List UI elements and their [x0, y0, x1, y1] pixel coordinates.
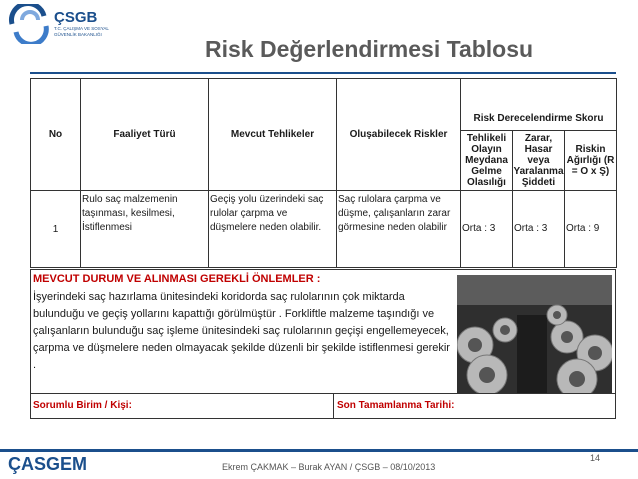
row-severity: Orta : 3 [513, 191, 565, 268]
header-no: No [31, 79, 81, 191]
header-score-group: Risk Derecelendirme Skoru [461, 79, 617, 131]
page-number: 14 [590, 453, 601, 463]
header-activity: Faaliyet Türü [81, 79, 209, 191]
risk-table [30, 78, 617, 268]
footer-text: Ekrem ÇAKMAK – Burak AYAN / ÇSGB – 08/10/2013 [222, 462, 436, 472]
measures-section [30, 269, 616, 394]
header-hazards: Mevcut Tehlikeler [209, 79, 337, 191]
logo-subtitle: T.C. ÇALIŞMA VE SOSYAL GÜVENLİK BAKANLIĞI [54, 26, 109, 37]
row-hazards: Geçiş yolu üzerindeki saç rulolar çarpma ve düşmelere neden olabilir. [209, 191, 337, 268]
row-activity: Rulo saç malzemenin taşınması, kesilmesi, İstiflenmesi [81, 191, 209, 268]
responsible-label: Sorumlu Birim / Kişi: [33, 400, 132, 411]
csgb-logo [8, 4, 128, 44]
deadline-label: Son Tamamlanma Tarihi: [337, 400, 455, 411]
page-title: Risk Değerlendirmesi Tablosu [205, 36, 534, 62]
row-probability: Orta : 3 [461, 191, 513, 268]
header-severity: Zarar, Hasar veya Yaralanma Şiddeti [513, 131, 565, 191]
row-no: 1 [31, 191, 81, 268]
row-divider [333, 394, 334, 418]
header-risks: Oluşabilecek Riskler [337, 79, 461, 191]
csgb-swirl-logo-icon [8, 4, 50, 44]
title-divider [30, 72, 616, 74]
footer-divider [0, 449, 638, 452]
steel-coils-photo [457, 275, 612, 393]
responsibility-row [30, 393, 616, 419]
casgem-logo: ÇASGEM [8, 454, 88, 474]
header-probability: Tehlikeli Olayın Meydana Gelme Olasılığı [461, 131, 513, 191]
header-weight: Riskin Ağırlığı (R = O x Ş) [565, 131, 617, 191]
measures-body: İşyerindeki saç hazırlama ünitesindeki koridorda saç rulolarının çok miktarda bulunduğu ve geçiş yollarını kapattığı görülmüştür . Forkliftle malzeme taşındığı ve çalışanların bulunduğu saç işleme ünitesindeki saç rulolarının geçişi engellemeyecek, çarpma ve düşmelere neden olmayacak şekilde düzenli bir şekilde istiflenmesi gerekir . [33, 291, 450, 371]
row-weight: Orta : 9 [565, 191, 617, 268]
row-risks: Saç rulolara çarpma ve düşme, çalışanların zarar görmesine neden olabilir [337, 191, 461, 268]
measures-heading: MEVCUT DURUM VE ALINMASI GEREKLİ ÖNLEMLER : [33, 273, 321, 285]
logo-name: ÇSGB [54, 9, 98, 26]
